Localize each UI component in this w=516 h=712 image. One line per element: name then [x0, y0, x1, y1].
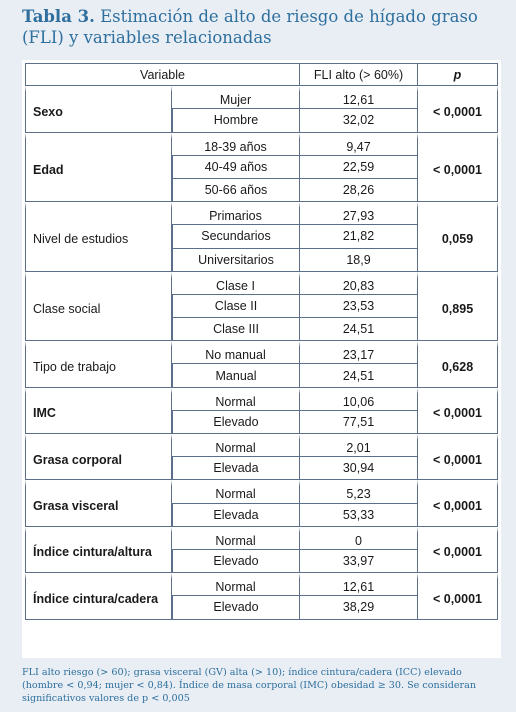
- value-cell: 21,82: [300, 225, 418, 248]
- variable-cell: Grasa corporal: [25, 434, 172, 480]
- p-value-cell: < 0,0001: [418, 573, 498, 619]
- category-cell: Universitarios: [172, 249, 300, 272]
- category-cell: 18-39 años: [172, 133, 300, 156]
- value-cell: 0: [300, 527, 418, 550]
- value-cell: 18,9: [300, 249, 418, 272]
- category-cell: Elevada: [172, 457, 300, 480]
- table-row: [25, 341, 498, 364]
- category-cell: Hombre: [172, 109, 300, 132]
- p-value-cell: < 0,0001: [418, 527, 498, 573]
- p-value-cell: < 0,0001: [418, 480, 498, 526]
- table-row: [25, 527, 498, 550]
- table-number: Tabla 3.: [22, 7, 95, 26]
- value-cell: 30,94: [300, 457, 418, 480]
- value-cell: 2,01: [300, 434, 418, 457]
- variable-cell: Nivel de estudios: [25, 202, 172, 272]
- value-cell: 38,29: [300, 596, 418, 619]
- category-cell: Normal: [172, 480, 300, 503]
- category-cell: Clase I: [172, 272, 300, 295]
- table-row: [25, 202, 498, 225]
- header-row: [25, 63, 498, 86]
- variable-cell: Grasa visceral: [25, 480, 172, 526]
- header-fli: FLI alto (> 60%): [300, 63, 418, 86]
- value-cell: 28,26: [300, 179, 418, 202]
- variable-cell: Clase social: [25, 272, 172, 342]
- category-cell: Normal: [172, 388, 300, 411]
- category-cell: Elevado: [172, 411, 300, 434]
- value-cell: 27,93: [300, 202, 418, 225]
- category-cell: 50-66 años: [172, 179, 300, 202]
- table-title-text: Estimación de alto de riesgo de hígado graso (FLI) y variables relacionadas: [22, 7, 478, 47]
- table-title: [22, 6, 502, 48]
- table-row: [25, 434, 498, 457]
- p-value-cell: < 0,0001: [418, 133, 498, 203]
- table-row: [25, 573, 498, 596]
- category-cell: Mujer: [172, 86, 300, 109]
- category-cell: Clase II: [172, 295, 300, 318]
- variable-cell: Tipo de trabajo: [25, 341, 172, 387]
- value-cell: 32,02: [300, 109, 418, 132]
- header-p: p: [418, 63, 498, 86]
- table-footnote: FLI alto riesgo (> 60); grasa visceral (GV) alta (> 10); índice cintura/cadera (ICC) elevado (hombre < 0,94; mujer < 0,84). Índice de masa corporal (IMC) obesidad ≥ 30. Se consideran significativos valores de p < 0,005: [22, 667, 477, 704]
- value-cell: 5,23: [300, 480, 418, 503]
- variable-cell: IMC: [25, 388, 172, 434]
- value-cell: 24,51: [300, 318, 418, 341]
- table-row: [25, 133, 498, 156]
- variable-cell: Edad: [25, 133, 172, 203]
- value-cell: 20,83: [300, 272, 418, 295]
- value-cell: 23,53: [300, 295, 418, 318]
- category-cell: Elevado: [172, 596, 300, 619]
- value-cell: 22,59: [300, 156, 418, 179]
- value-cell: 23,17: [300, 341, 418, 364]
- p-value-cell: < 0,0001: [418, 434, 498, 480]
- table-row: [25, 272, 498, 295]
- category-cell: Clase III: [172, 318, 300, 341]
- category-cell: Normal: [172, 527, 300, 550]
- header-variable: Variable: [25, 63, 300, 86]
- category-cell: Normal: [172, 434, 300, 457]
- value-cell: 9,47: [300, 133, 418, 156]
- value-cell: 33,97: [300, 550, 418, 573]
- category-cell: 40-49 años: [172, 156, 300, 179]
- category-cell: Normal: [172, 573, 300, 596]
- category-cell: Elevado: [172, 550, 300, 573]
- results-table: [25, 63, 498, 620]
- value-cell: 12,61: [300, 573, 418, 596]
- table-row: [25, 480, 498, 503]
- category-cell: Elevada: [172, 504, 300, 527]
- value-cell: 24,51: [300, 364, 418, 387]
- value-cell: 10,06: [300, 388, 418, 411]
- value-cell: 77,51: [300, 411, 418, 434]
- category-cell: No manual: [172, 341, 300, 364]
- p-value-cell: 0,628: [418, 341, 498, 387]
- value-cell: 53,33: [300, 504, 418, 527]
- category-cell: Primarios: [172, 202, 300, 225]
- category-cell: Manual: [172, 364, 300, 387]
- p-value-cell: < 0,0001: [418, 86, 498, 132]
- variable-cell: Sexo: [25, 86, 172, 132]
- p-value-cell: < 0,0001: [418, 388, 498, 434]
- value-cell: 12,61: [300, 86, 418, 109]
- category-cell: Secundarios: [172, 225, 300, 248]
- table-row: [25, 388, 498, 411]
- variable-cell: Índice cintura/altura: [25, 527, 172, 573]
- p-value-cell: 0,059: [418, 202, 498, 272]
- p-value-cell: 0,895: [418, 272, 498, 342]
- table-row: [25, 86, 498, 109]
- variable-cell: Índice cintura/cadera: [25, 573, 172, 619]
